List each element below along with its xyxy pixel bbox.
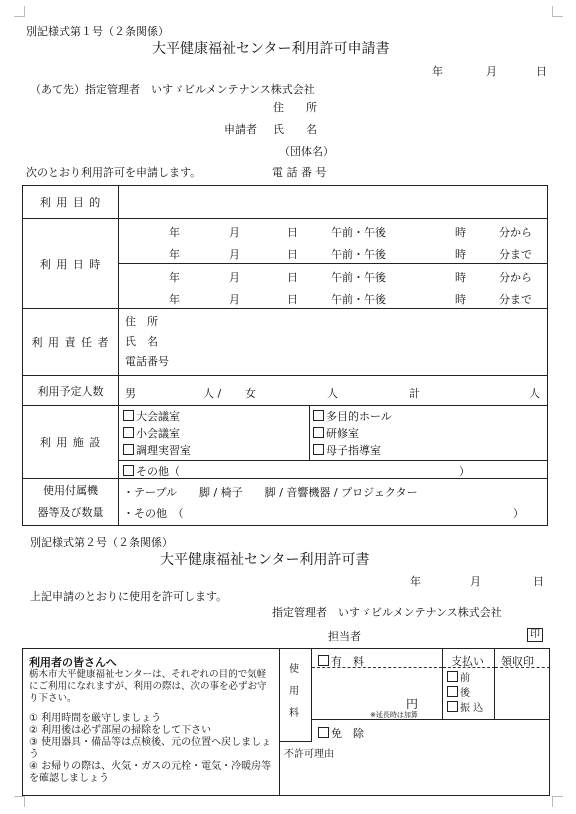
equipment-field[interactable] <box>119 479 548 526</box>
form1-date-month: 月 <box>486 65 497 78</box>
applicant-label: 申請者 <box>224 123 257 136</box>
group-name-label: （団体名） <box>279 145 334 158</box>
resp-name-label: 氏 名 <box>125 335 158 348</box>
facility-option[interactable] <box>123 408 191 425</box>
datetime-m: 月 <box>229 248 240 261</box>
datetime-row[interactable] <box>119 219 547 241</box>
datetime-ampm: 午前・午後 <box>331 226 386 239</box>
people-field[interactable] <box>119 376 548 406</box>
fee-yen: 円 <box>406 697 419 711</box>
notice-panel <box>23 649 280 795</box>
datetime-ampm: 午前・午後 <box>331 271 386 284</box>
crop-mark <box>14 796 25 807</box>
reason-cell[interactable] <box>280 741 549 795</box>
datetime-y: 年 <box>169 293 180 306</box>
datetime-h: 時 <box>455 226 466 239</box>
notice-heading: 利用者の皆さんへ <box>29 656 117 669</box>
seal-label: 印 <box>527 628 543 642</box>
receipt-label: 領収印 <box>501 655 534 668</box>
form1-number: 別記様式第１号（２条関係） <box>26 25 169 38</box>
facility-field <box>119 406 548 479</box>
addressee: （あて先）指定管理者 いすゞビルメンテナンス株式会社 <box>30 83 315 96</box>
datetime-y: 年 <box>169 271 180 284</box>
payment-option[interactable] <box>447 701 483 716</box>
datetime-ampm: 午前・午後 <box>331 293 386 306</box>
purpose-field[interactable] <box>119 186 548 219</box>
applicant-name-label: 氏 名 <box>273 123 317 136</box>
payment-label: 支払い <box>451 655 484 668</box>
phone-label: 電 話 番 号 <box>272 166 327 179</box>
crop-mark <box>14 6 25 17</box>
datetime-y: 年 <box>169 226 180 239</box>
fee-paid-cell[interactable] <box>312 649 442 719</box>
payment-cell[interactable] <box>442 649 495 719</box>
checkbox[interactable] <box>447 671 458 682</box>
checkbox[interactable] <box>313 410 324 421</box>
facility-option[interactable] <box>123 425 191 442</box>
facility-other-label: その他（ <box>136 465 180 478</box>
form2-date-year: 年 <box>410 575 421 588</box>
equipment-label-line1: 使用付属機 <box>43 484 98 497</box>
bottom-box <box>22 648 550 796</box>
manager-name: 指定管理者 いすゞビルメンテナンス株式会社 <box>272 606 502 619</box>
notice-item: ③ 使用器具・備品等は点検後、元の位置へ戻しましょう <box>29 737 272 760</box>
checkbox[interactable] <box>313 427 324 438</box>
resp-address-label: 住 所 <box>125 315 158 328</box>
female-unit: 人 <box>327 386 338 400</box>
fee-free-label: 免 除 <box>331 727 364 740</box>
datetime-d: 日 <box>287 226 298 239</box>
facility-other[interactable] <box>123 463 180 479</box>
facility-option[interactable] <box>313 408 392 425</box>
checkbox-paid[interactable] <box>318 655 329 666</box>
crop-mark <box>552 6 563 17</box>
notice-intro: 栃木市大平健康福祉センターは、それぞれの目的で気軽にご利用になれますが、利用の際は、次の事を必ずお守り下さい。 <box>29 669 267 704</box>
female-label: 女 <box>245 386 256 400</box>
datetime-end: 分まで <box>499 293 532 306</box>
notice-item: ④ お帰りの際は、火気・ガスの元栓・電気・冷暖房等を確認しましょう <box>29 761 272 784</box>
facility-option-label: 研修室 <box>326 427 359 440</box>
reason-label: 不許可理由 <box>284 749 334 760</box>
receipt-cell <box>494 649 550 719</box>
datetime-h: 時 <box>455 293 466 306</box>
fee-label: 使用料 <box>289 664 299 719</box>
seal-mark <box>527 628 543 642</box>
responsible-field <box>119 309 548 376</box>
checkbox[interactable] <box>313 444 324 455</box>
notice-item: ② 利用後は必ず部屋の掃除をして下さい <box>29 725 212 736</box>
payment-option-label: 後 <box>460 688 470 699</box>
facility-option-label: 小会議室 <box>136 427 180 440</box>
equipment-line2: ・その他 （ <box>123 507 184 520</box>
purpose-label: 利 用 目 的 <box>23 186 119 219</box>
facility-option[interactable] <box>123 442 191 459</box>
checkbox[interactable] <box>123 427 134 438</box>
facility-option-label: 調理実習室 <box>136 444 191 457</box>
payment-option-label: 振 込 <box>460 703 484 714</box>
total-unit: 人 <box>529 386 540 400</box>
datetime-h: 時 <box>455 271 466 284</box>
checkbox[interactable] <box>447 701 458 712</box>
equipment-line1: ・テーブル 脚 / 椅子 脚 / 音響機器 / プロジェクター <box>123 486 418 499</box>
facility-option-label: 母子指導室 <box>326 444 381 457</box>
resp-phone-label: 電話番号 <box>125 355 169 368</box>
fee-paid-label: 有 料 <box>331 655 364 668</box>
date-label: 利 用 日 時 <box>23 219 119 309</box>
datetime-d: 日 <box>287 248 298 261</box>
form2-date-day: 日 <box>533 575 544 588</box>
facility-label: 利 用 施 設 <box>23 406 119 479</box>
equipment-label <box>23 479 119 526</box>
datetime-d: 日 <box>287 293 298 306</box>
datetime-end: 分まで <box>499 248 532 261</box>
datetime-m: 月 <box>229 293 240 306</box>
request-text: 次のとおり利用許可を申請します。 <box>26 166 202 179</box>
form2-title: 大平健康福祉センター利用許可書 <box>160 552 370 568</box>
facility-option[interactable] <box>313 442 392 459</box>
payment-option[interactable] <box>447 686 483 701</box>
datetime-row[interactable] <box>119 286 547 308</box>
form1-date-year: 年 <box>432 65 443 78</box>
datetime-end: 分から <box>499 226 532 239</box>
payment-option[interactable] <box>447 671 483 686</box>
application-table <box>22 185 548 526</box>
equipment-label-line2: 器等及び数量 <box>37 506 104 519</box>
fee-free-cell[interactable] <box>312 719 549 742</box>
facility-option-label: 多目的ホール <box>326 410 392 423</box>
notice-item: ① 利用時間を厳守しましょう <box>29 713 162 724</box>
checkbox-free[interactable] <box>318 727 329 738</box>
form2-date-month: 月 <box>470 575 481 588</box>
datetime-end: 分から <box>499 271 532 284</box>
crop-mark <box>552 796 563 807</box>
checkbox-other[interactable] <box>123 465 134 476</box>
datetime-row[interactable] <box>119 241 547 263</box>
datetime-m: 月 <box>229 271 240 284</box>
fee-label-cell <box>280 649 312 742</box>
permit-text: 上記申請のとおりに使用を許可します。 <box>30 590 228 603</box>
checkbox[interactable] <box>447 686 458 697</box>
form1-title: 大平健康福祉センター利用許可申請書 <box>152 41 390 57</box>
datetime-d: 日 <box>287 271 298 284</box>
checkbox[interactable] <box>123 444 134 455</box>
facility-other-close: ） <box>459 465 470 478</box>
facility-option[interactable] <box>313 425 392 442</box>
datetime-y: 年 <box>169 248 180 261</box>
male-unit: 人 / <box>203 386 222 400</box>
person-in-charge: 担当者 <box>328 630 361 643</box>
people-label: 利用予定人数 <box>23 376 119 406</box>
datetime-row[interactable] <box>119 263 547 286</box>
payment-option-label: 前 <box>460 673 470 684</box>
form1-date-day: 日 <box>536 65 547 78</box>
checkbox[interactable] <box>123 410 134 421</box>
male-label: 男 <box>125 386 136 400</box>
equipment-close: ） <box>513 507 524 520</box>
facility-option-label: 大会議室 <box>136 410 180 423</box>
date-field[interactable] <box>119 219 548 309</box>
form2-number: 別記様式第２号（２条関係） <box>30 536 173 549</box>
datetime-ampm: 午前・午後 <box>331 248 386 261</box>
applicant-address-label: 住 所 <box>273 101 317 114</box>
datetime-h: 時 <box>455 248 466 261</box>
fee-note: ※延長時は加算 <box>370 711 418 719</box>
responsible-label: 利 用 責 任 者 <box>23 309 119 376</box>
datetime-m: 月 <box>229 226 240 239</box>
total-label: 計 <box>409 386 420 400</box>
